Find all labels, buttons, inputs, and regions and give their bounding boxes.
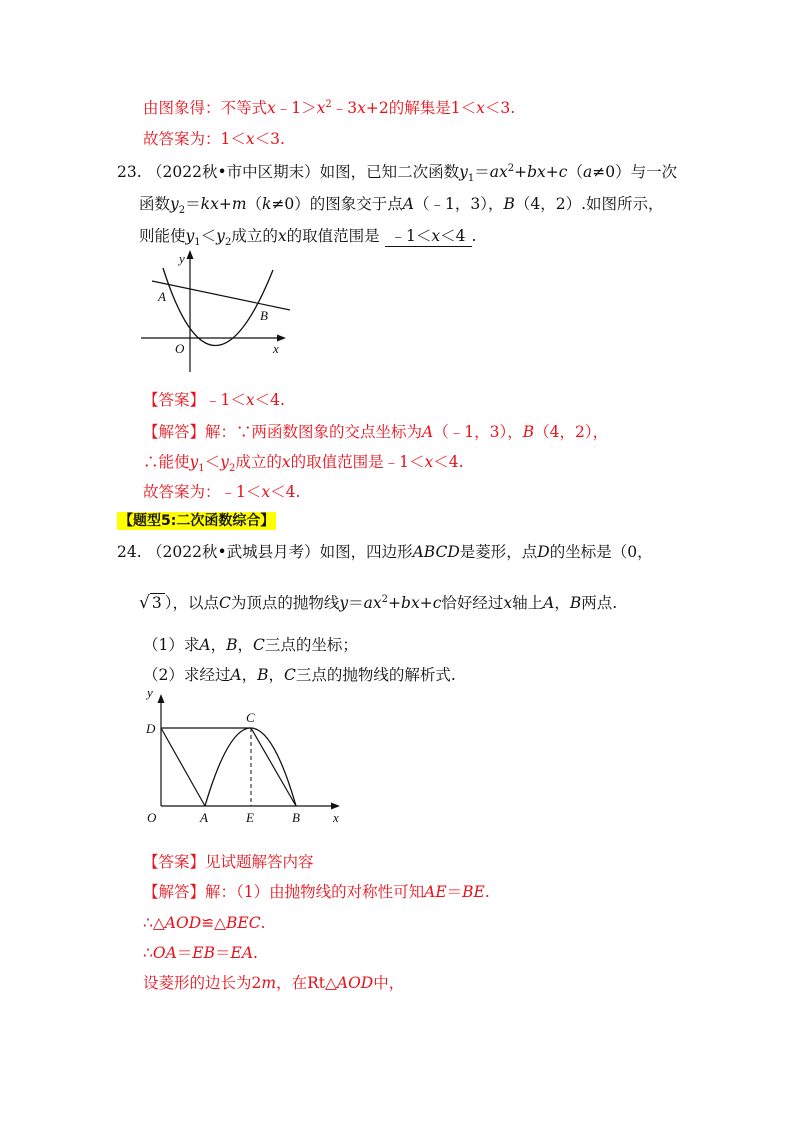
question-23-number: 23. [117, 163, 142, 181]
solution-24-line-3: ∴OA＝EB＝EA. [143, 944, 258, 962]
question-24-part-1: （1）求A，B，C三点的坐标； [143, 636, 358, 654]
fig2-label-C: C [246, 710, 255, 725]
fig2-label-D: D [146, 721, 156, 736]
text-line-answer-22: 故答案为：1＜x＜3. [143, 130, 285, 148]
fig2-label-y: y [147, 685, 153, 700]
solution-24-line-2: ∴△AOD≌△BEC. [143, 914, 266, 932]
text-line-inequality: 由图象得：不等式$x﹣1>x^2﹣3x+2$的解集是1＜x＜3. [143, 98, 516, 117]
solution-23-line-1: 【解答】解：∵两函数图象的交点坐标为A（﹣1，3），B（4，2）， [143, 423, 609, 441]
question-23-line-2: 函数$y_2=kx+m(k\ne 0)$的图象交于点A（﹣1，3），B（4，2）.如图所示， [139, 195, 664, 217]
solution-24-line-1: 【解答】解：（1）由抛物线的对称性可知AE＝BE. [143, 883, 490, 901]
solution-23-line-2: ∴能使$y_1<y_2$成立的x的取值范围是﹣1＜x＜4. [143, 453, 464, 475]
sqrt-3: √ 3 [139, 593, 165, 613]
fig1-label-y: y [179, 251, 185, 266]
fig2-label-E: E [246, 810, 254, 825]
question-23-line-3: 则能使$y_1<y_2$成立的x的取值范围是 ﹣1＜x＜4. [139, 227, 477, 249]
fig2-label-O: O [147, 810, 157, 825]
fig1-label-x: x [273, 341, 279, 356]
fig1-label-B: B [260, 308, 268, 323]
answer-blank: ﹣1＜x＜4 [385, 226, 472, 247]
fig2-label-B: B [292, 810, 300, 825]
fig1-label-A: A [158, 289, 166, 304]
answer-24: 【答案】见试题解答内容 [143, 853, 314, 871]
fig2-label-x: x [333, 810, 339, 825]
question-24-number: 24. [117, 543, 142, 561]
answer-23: 【答案】﹣1＜x＜4. [143, 391, 285, 409]
fig2-label-A: A [200, 810, 208, 825]
question-23-line-1: （2022秋•市中区期末）如图，已知二次函数$y_1=ax^2+bx+c(a\ne 0)$与一次 [147, 162, 678, 185]
section-header: 【题型5:二次函数综合】 [119, 513, 275, 529]
solution-23-line-3: 故答案为：﹣1＜x＜4. [143, 483, 301, 501]
question-24-line-2: √ 3 ），以点C为顶点的抛物线$y=ax^2+bx+c$恰好经过x轴上A，B两点. [139, 593, 618, 613]
question-24-part-2: （2）求经过A，B，C三点的抛物线的解析式. [143, 666, 456, 684]
question-24-line-1: （2022秋•武城县月考）如图，四边形ABCD是菱形，点D的坐标是（0， [147, 543, 653, 561]
solution-24-line-4: 设菱形的边长为2m，在Rt△AOD中， [143, 974, 405, 992]
fig1-label-O: O [175, 341, 185, 356]
